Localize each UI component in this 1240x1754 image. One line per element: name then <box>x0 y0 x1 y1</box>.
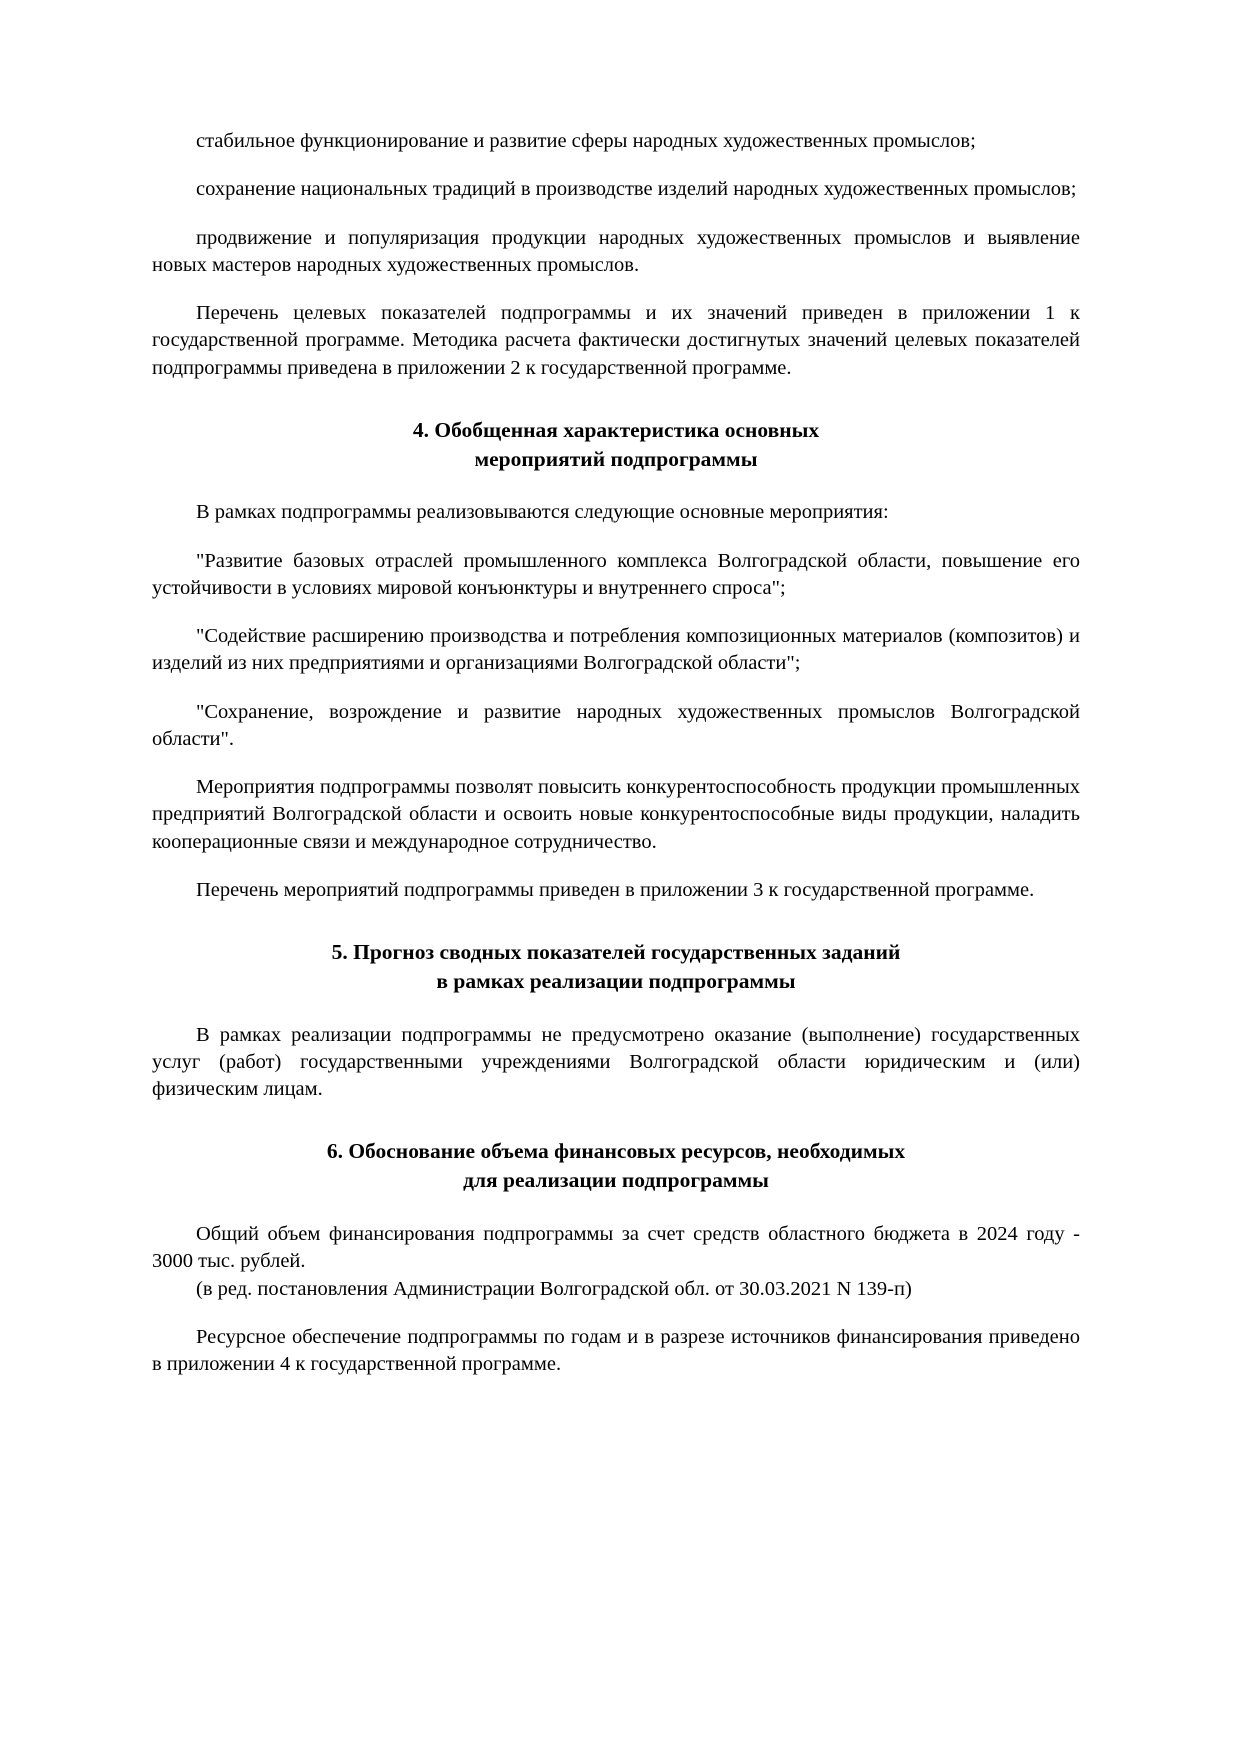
paragraph-resource-support: Ресурсное обеспечение подпрограммы по годам и в разрезе источников финансирования приведено в приложении 4 к государственной программе. <box>152 1325 1080 1376</box>
paragraph-no-state-tasks: В рамках реализации подпрограммы не предусмотрено оказание (выполнение) государственных услуг (работ) государственными учреждениями Волгоградской области юридическим и (или) физическим лицам. <box>152 1023 1080 1101</box>
heading-section-6 <box>152 1137 1080 1195</box>
paragraph-activity-composites: "Содействие расширению производства и потребления композиционных материалов (композитов) и изделий из них предприятиями и организациями Волгоградской области"; <box>152 625 1080 675</box>
heading-section-6-line-1: 6. Обоснование объема финансовых ресурсов, необходимых <box>326 1139 906 1164</box>
heading-section-4-line-1: 4. Обобщенная характеристика основных <box>412 417 820 442</box>
paragraph-activity-base-industries: "Развитие базовых отраслей промышленного комплекса Волгоградской области, повышение его устойчивости в условиях мировой конъюнктуры и внутреннего спроса"; <box>152 549 1080 599</box>
heading-section-6-line-2: для реализации подпрограммы <box>463 1168 769 1193</box>
paragraph-main-activities-intro: В рамках подпрограммы реализовываются следующие основные мероприятия: <box>196 501 889 524</box>
heading-section-5-line-1: 5. Прогноз сводных показателей государственных заданий <box>331 940 901 965</box>
editorial-note-amendment: (в ред. постановления Администрации Волгоградской обл. от 30.03.2021 N 139-п) <box>196 1277 912 1300</box>
paragraph-total-funding: Общий объем финансирования подпрограммы за счет средств областного бюджета в 2024 году - 3000 тыс. рублей. <box>152 1223 1080 1273</box>
paragraph-promotion: продвижение и популяризация продукции народных художественных промыслов и выявление новых мастеров народных художественных промыслов. <box>152 226 1080 276</box>
document-body <box>152 128 1080 1378</box>
heading-section-4 <box>152 416 1080 474</box>
heading-section-5 <box>152 938 1080 996</box>
paragraph-activity-crafts: "Сохранение, возрождение и развитие народных художественных промыслов Волгоградской области". <box>152 700 1080 750</box>
paragraph-preserving-traditions: сохранение национальных традиций в производстве изделий народных художественных промыслов; <box>196 178 1077 201</box>
heading-section-4-line-2: мероприятий подпрограммы <box>474 446 758 471</box>
paragraph-stable-functioning: стабильное функционирование и развитие сферы народных художественных промыслов; <box>196 130 976 152</box>
paragraph-competitiveness: Мероприятия подпрограммы позволят повысить конкурентоспособность продукции промышленных предприятий Волгоградской области и освоить новые конкурентоспособные виды продукции, наладить кооперационные связи и международное сотрудничество. <box>152 776 1080 853</box>
heading-section-5-line-2: в рамках реализации подпрограммы <box>436 968 796 993</box>
paragraph-target-indicators: Перечень целевых показателей подпрограммы и их значений приведен в приложении 1 к государственной программе. Методика расчета фактически достигнутых значений целевых показателей подпрограммы приведена в приложении 2 к государственной программе. <box>152 302 1080 379</box>
paragraph-activities-list-appendix: Перечень мероприятий подпрограммы приведен в приложении 3 к государственной программе. <box>196 878 1035 901</box>
